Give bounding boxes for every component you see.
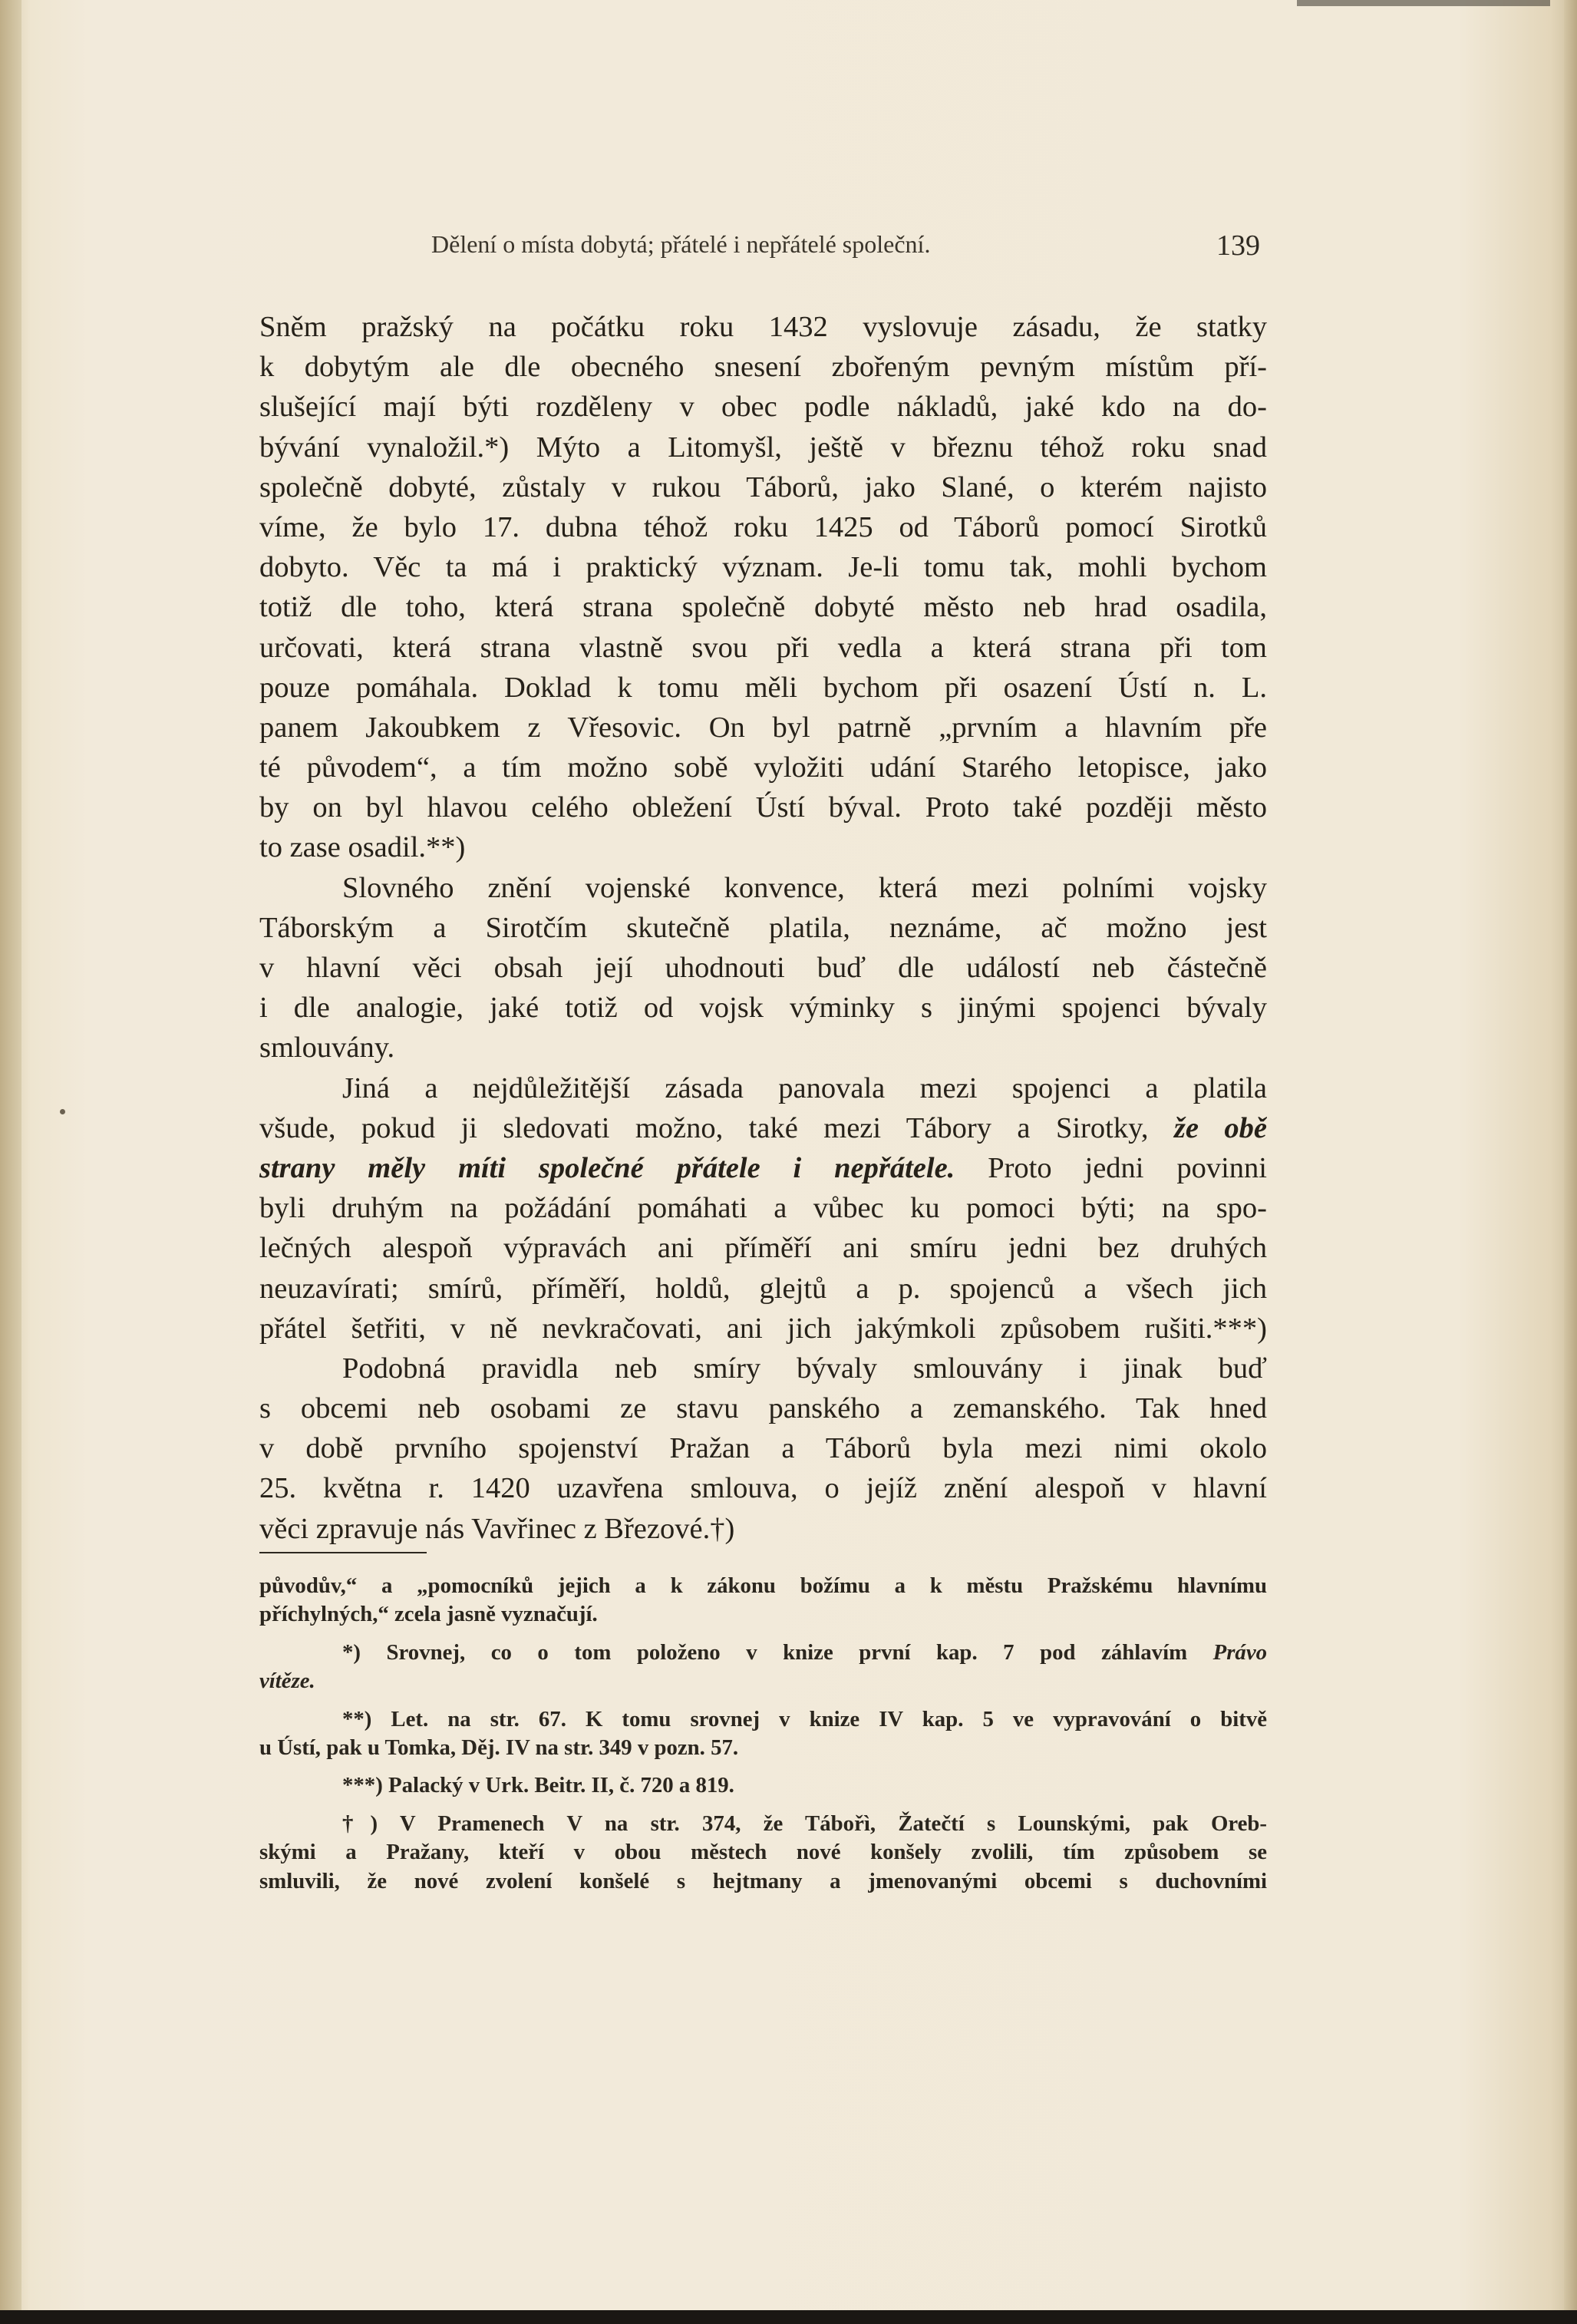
footnote-line: původův,“ a „pomocníků jejich a k zákonu božímu a k městu Pražskému hlavnímu	[259, 1573, 1267, 1598]
text-line: smlouvány.	[259, 1032, 395, 1065]
text-line: té původem“, a tím možno sobě vyložiti udání Starého letopisce, jako	[259, 751, 1267, 784]
page-number: 139	[1216, 229, 1260, 262]
text-line: lečných alespoň výpravách ani příměří ani smíru jedni bez druhých	[259, 1232, 1267, 1265]
text-line: totiž dle toho, která strana společně dobyté město neb hrad osadila,	[259, 591, 1267, 624]
text-run: Proto jedni povinni	[988, 1151, 1267, 1184]
text-line: Sněm pražský na počátku roku 1432 vyslovuje zásadu, že statky	[259, 311, 1267, 343]
text-line: v hlavní věci obsah její uhodnouti buď dle událostí neb částečně	[259, 952, 1267, 984]
text-line: víme, že bylo 17. dubna téhož roku 1425 od Táborů pomocí Sirotků	[259, 510, 1267, 543]
text-line: slušející mají býti rozděleny v obec podle nákladů, jaké kdo na do-	[259, 391, 1267, 424]
text-line: společně dobyté, zůstaly v rukou Táborů, jako Slané, o kterém najisto	[259, 470, 1267, 503]
text-line: by on byl hlavou celého obležení Ústí býval. Proto také později město	[259, 791, 1267, 824]
text-line: k dobytým ale dle obecného snesení zbořeným pevným místům pří-	[259, 351, 1267, 384]
text-line: Táborským a Sirotčím skutečně platila, neznáme, ač možno jest	[259, 911, 1267, 944]
main-text	[259, 307, 1267, 1549]
footnote-line: ***) Palacký v Urk. Beitr. II, č. 720 a 819.	[342, 1773, 734, 1798]
text-line: byli druhým na požádání pomáhati a vůbec ku pomoci býti; na spo-	[259, 1192, 1267, 1225]
footnote-line: příchylných,“ zcela jasně vyznačují.	[259, 1602, 598, 1627]
text-line: určovati, která strana vlastně svou při vedla a která strana při tom	[259, 631, 1267, 664]
text-run: *) Srovnej, co o tom položeno v knize první kap. 7 pod záhlavím	[342, 1639, 1188, 1665]
text-line: v době prvního spojenství Pražan a Táborů byla mezi nimi okolo	[259, 1432, 1267, 1465]
text-line: s obcemi neb osobami ze stavu panského a zemanského. Tak hned	[259, 1392, 1267, 1425]
scan-bottom-edge	[0, 2310, 1577, 2324]
footnote-line: †) V Pramenech V na str. 374, že Tábořì, Žatečtí s Lounskými, pak Oreb-	[342, 1811, 1267, 1836]
ink-speck	[60, 1109, 65, 1114]
text-line: přátel šetřiti, v ně nevkračovati, ani jich jakýmkoli způsobem rušiti.***)	[259, 1312, 1267, 1345]
footnote-rule	[259, 1552, 427, 1553]
text-line: Podobná pravidla neb smíry bývaly smlouvány i jinak buď	[342, 1352, 1267, 1385]
text-line: neuzavírati; smírů, příměří, holdů, glejtů a p. spojenců a všech jich	[259, 1272, 1267, 1305]
page-gutter-shadow	[0, 0, 21, 2324]
text-line	[259, 1148, 1267, 1188]
footnote-line: smluvili, že nové zvolení konšelé s hejtmany a jmenovanými obcemi s duchovními	[259, 1868, 1267, 1893]
text-line: pouze pomáhala. Doklad k tomu měli bychom při osazení Ústí n. L.	[259, 671, 1267, 704]
italic-run: vítěze.	[259, 1669, 315, 1694]
footnote-line: skými a Pražany, kteří v obou městech nové konšely zvolili, tím způsobem se	[259, 1840, 1267, 1865]
footnote-line	[259, 1667, 1267, 1695]
text-line: to zase osadil.**)	[259, 831, 466, 864]
text-line: věci zpravuje nás Vavřinec z Březové.†)	[259, 1512, 735, 1545]
italic-run: že obě	[1173, 1111, 1267, 1144]
footnote-line: **) Let. na str. 67. K tomu srovnej v knize IV kap. 5 ve vypravování o bitvě	[342, 1706, 1267, 1731]
italic-run: Právo	[1212, 1639, 1267, 1665]
text-run: všude, pokud ji sledovati možno, také mezi Tábory a Sirotky,	[259, 1111, 1149, 1144]
text-line: Slovného znění vojenské konvence, která mezi polními vojsky	[342, 871, 1267, 904]
page-edge	[1564, 0, 1577, 2324]
text-line	[259, 1108, 1267, 1148]
footnote-line	[259, 1639, 1267, 1667]
text-line: panem Jakoubkem z Vřesovic. On byl patrně „prvním a hlavním pře	[259, 711, 1267, 744]
text-line: 25. května r. 1420 uzavřena smlouva, o jejíž znění alespoň v hlavní	[259, 1472, 1267, 1505]
scan-artifact-top	[1297, 0, 1550, 6]
text-line: Jiná a nejdůležitější zásada panovala mezi spojenci a platila	[342, 1071, 1267, 1104]
text-line: dobyto. Věc ta má i praktický význam. Je-li tomu tak, mohli bychom	[259, 551, 1267, 584]
footnote-line: u Ústí, pak u Tomka, Děj. IV na str. 349 v pozn. 57.	[259, 1735, 739, 1760]
text-line: bývání vynaložil.*) Mýto a Litomyšl, ještě v březnu téhož roku snad	[259, 431, 1267, 464]
footnotes	[259, 1572, 1267, 1896]
italic-run: strany měly míti společné přátele i nepřátele.	[259, 1151, 955, 1184]
text-line: i dle analogie, jaké totiž od vojsk výminky s jinými spojenci bývaly	[259, 992, 1267, 1025]
running-header: Dělení o místa dobytá; přátelé i nepřátelé společní.	[431, 230, 931, 258]
